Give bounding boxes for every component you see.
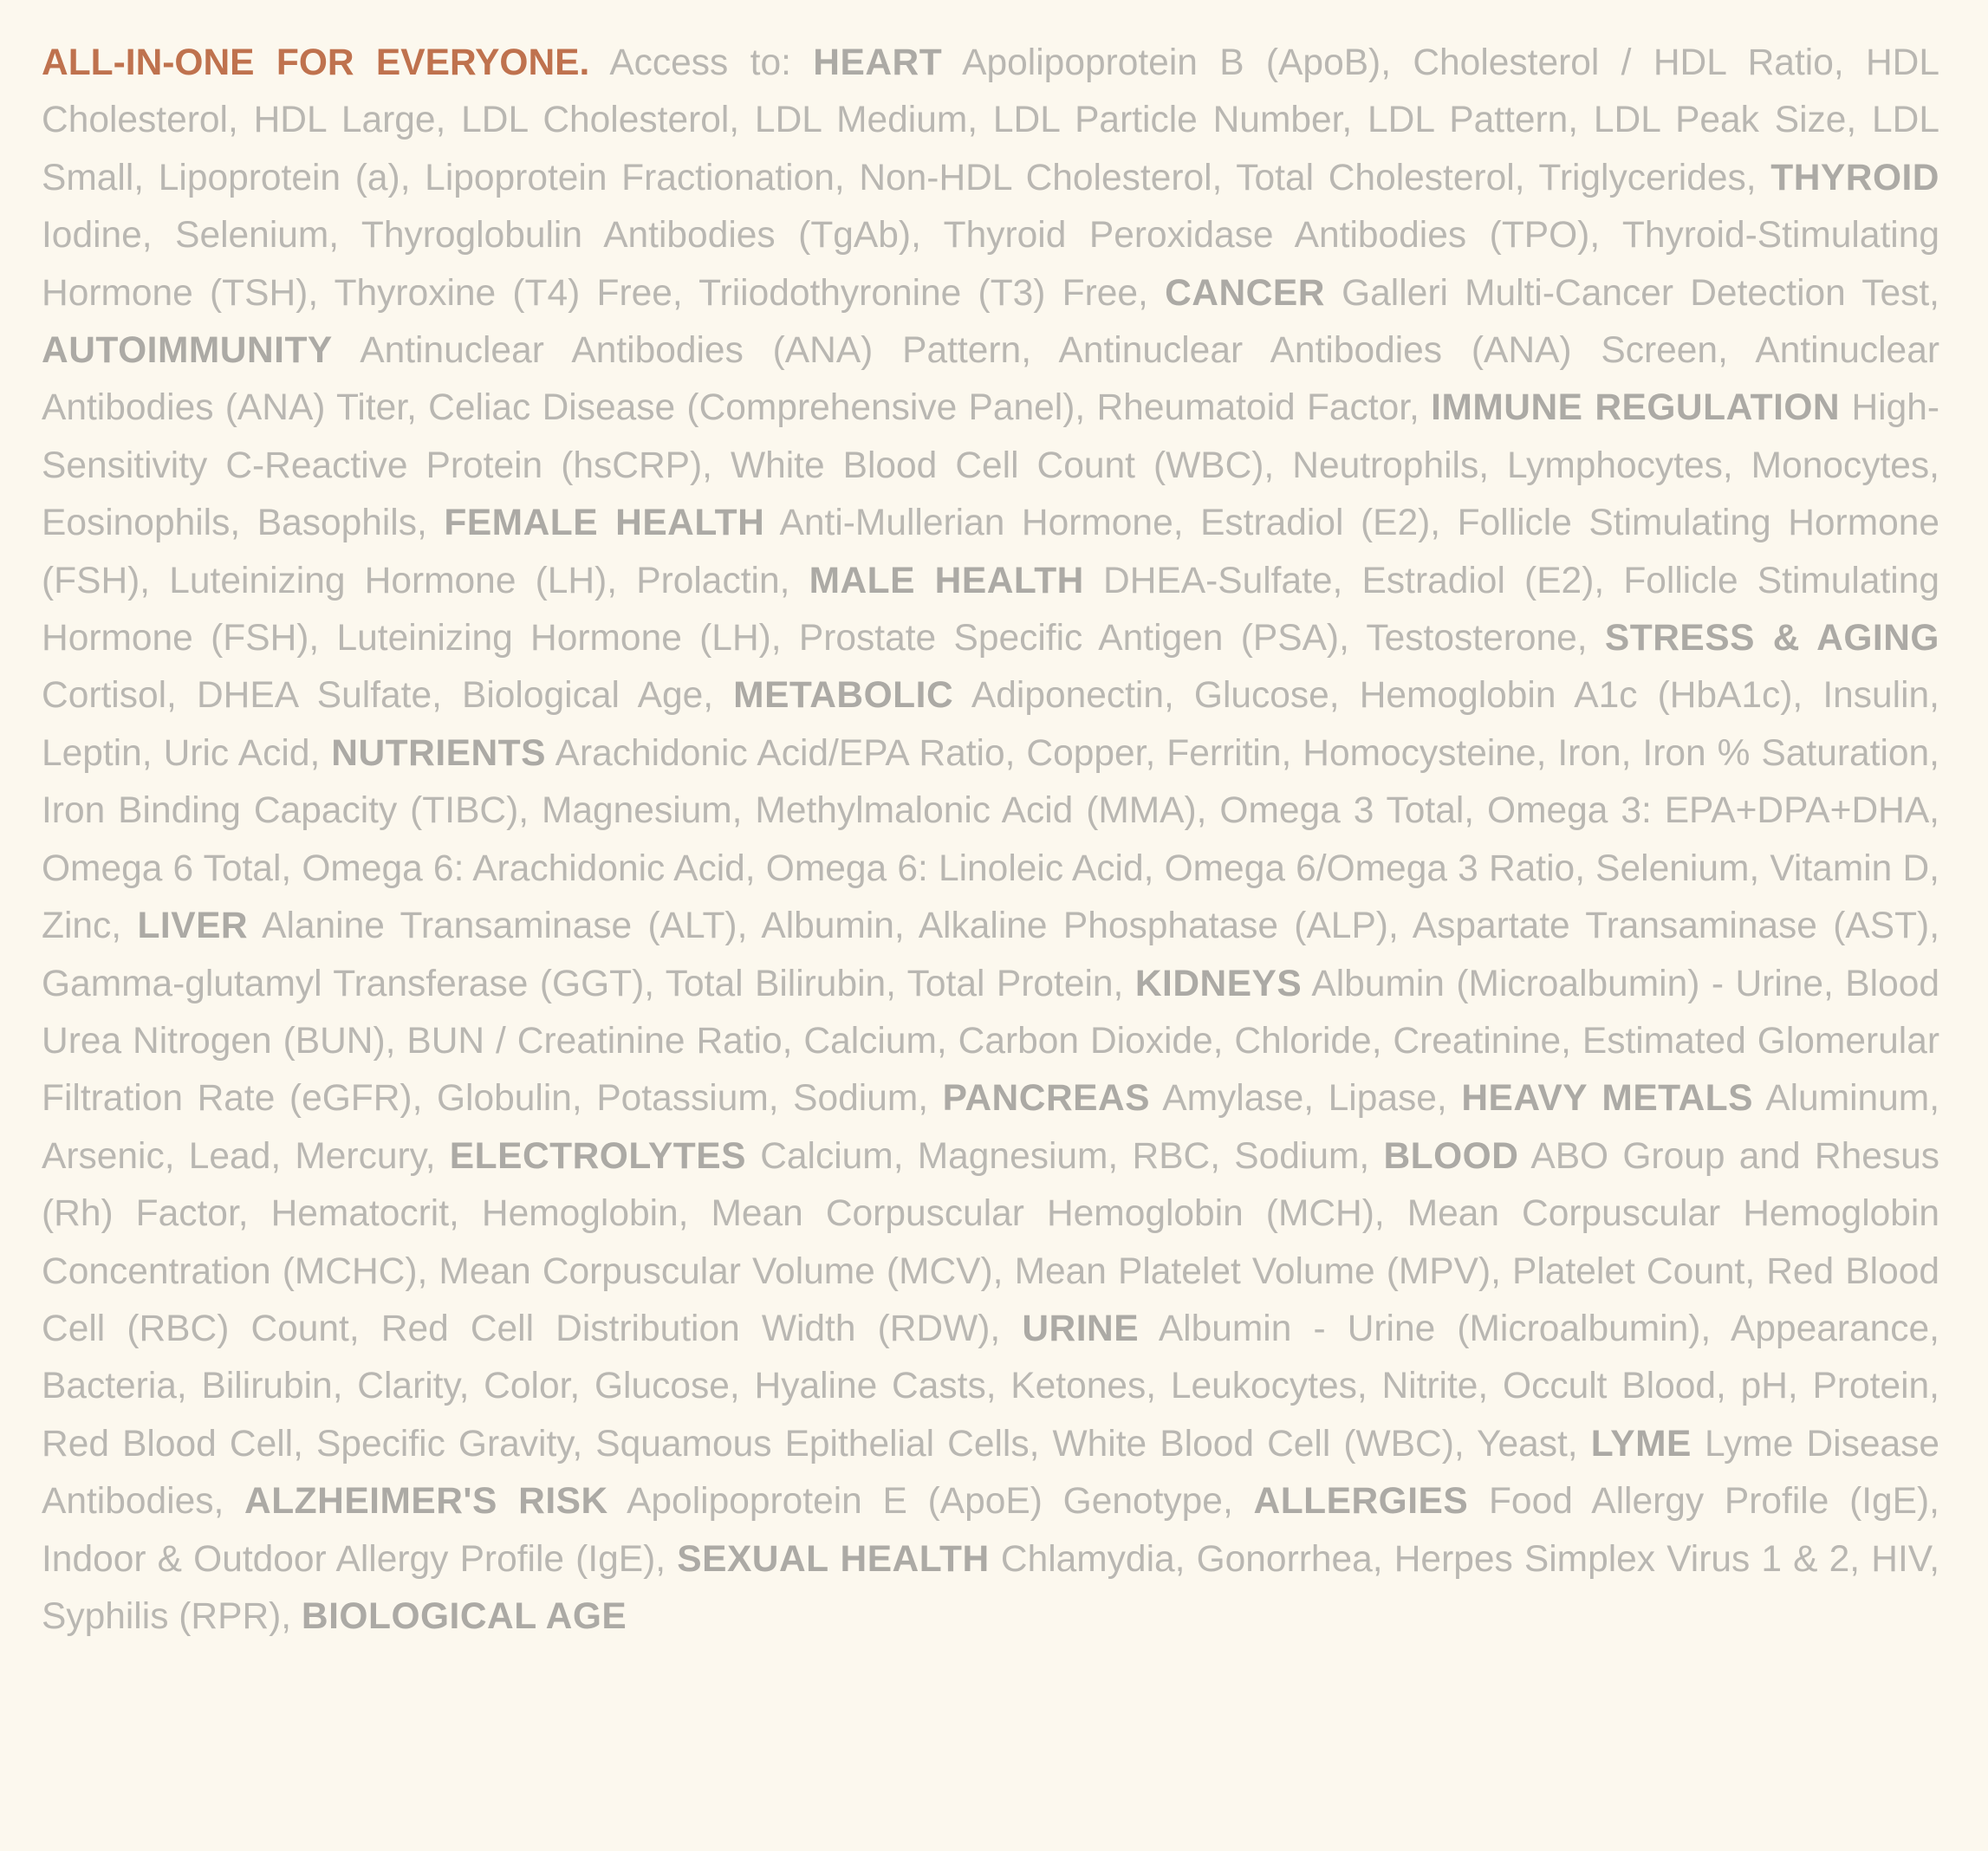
category-title: METABOLIC bbox=[733, 675, 954, 717]
category-title: URINE bbox=[1022, 1308, 1140, 1349]
category-items: Galleri Multi-Cancer Detection Test, bbox=[1342, 272, 1939, 314]
category-title: HEART bbox=[813, 42, 943, 83]
category-items: Lyme Disease Antibodies, bbox=[42, 1423, 1940, 1523]
category-items: Food Allergy Profile (IgE), Indoor & Outdoor Allergy Profile (IgE), bbox=[42, 1481, 1939, 1580]
category-title: THYROID bbox=[1770, 157, 1939, 198]
category-title: ELECTROLYTES bbox=[449, 1135, 746, 1177]
category-title: LYME bbox=[1590, 1423, 1692, 1465]
category-title: ALLERGIES bbox=[1253, 1481, 1469, 1523]
category-items: DHEA-Sulfate, Estradiol (E2), Follicle Stimulating Hormone (FSH), Luteinizing Hormone (LH), Prostate Specific Antigen (PSA), Testosterone, bbox=[42, 560, 1939, 659]
category-items: High-Sensitivity C-Reactive Protein (hsCRP), White Blood Cell Count (WBC), Neutrophils, Lymphocytes, Monocytes, Eosinophils, Basophils, bbox=[42, 387, 1939, 544]
lead-text: Access to: bbox=[609, 42, 791, 83]
category-items: Amylase, Lipase, bbox=[1162, 1078, 1447, 1120]
category-title: KIDNEYS bbox=[1134, 963, 1303, 1004]
category-items: Aluminum, Arsenic, Lead, Mercury, bbox=[42, 1078, 1940, 1177]
category-title: PANCREAS bbox=[942, 1078, 1151, 1120]
category-title: MALE HEALTH bbox=[809, 560, 1084, 601]
category-items: Chlamydia, Gonorrhea, Herpes Simplex Virus 1 & 2, HIV, Syphilis (RPR), bbox=[42, 1538, 1940, 1637]
category-items: ABO Group and Rhesus (Rh) Factor, Hematocrit, Hemoglobin, Mean Corpuscular Hemoglobin (MCH), Mean Corpuscular Hemoglobin Concentration (MCHC), Mean Corpuscular Volume (MCV), Mean Platelet Volume (MPV), Platelet Count, Red Blood Cell (RBC) Count, Red Cell Distribution Width (RDW), bbox=[42, 1135, 1940, 1349]
category-items: Adiponectin, Glucose, Hemoglobin A1c (HbA1c), Insulin, Leptin, Uric Acid, bbox=[42, 675, 1939, 774]
headline: ALL-IN-ONE FOR EVERYONE. bbox=[42, 42, 590, 83]
category-title: IMMUNE REGULATION bbox=[1431, 387, 1841, 429]
category-items: Alanine Transaminase (ALT), Albumin, Alkaline Phosphatase (ALP), Aspartate Transaminase (AST), Gamma-glutamyl Transferase (GGT), Total Bilirubin, Total Protein, bbox=[42, 906, 1940, 1004]
test-list-paragraph bbox=[42, 35, 1939, 1646]
category-title: BLOOD bbox=[1383, 1135, 1519, 1177]
category-items: Albumin - Urine (Microalbumin), Appearance, Bacteria, Bilirubin, Clarity, Color, Glucose, Hyaline Casts, Ketones, Leukocytes, Nitrite, Occult Blood, pH, Protein, Red Blood Cell, Specific Gravity, Squamous Epithelial Cells, White Blood Cell (WBC), Yeast, bbox=[42, 1308, 1939, 1465]
category-title: HEAVY METALS bbox=[1461, 1078, 1753, 1120]
category-title: LIVER bbox=[137, 906, 249, 947]
category-items: Apolipoprotein B (ApoB), Cholesterol / HDL Ratio, HDL Cholesterol, HDL Large, LDL Cholesterol, LDL Medium, LDL Particle Number, LDL Pattern, LDL Peak Size, LDL Small, Lipoprotein (a), Lipoprotein Fractionation, Non-HDL Cholesterol, Total Cholesterol, Triglycerides, bbox=[42, 42, 1939, 198]
category-items: Albumin (Microalbumin) - Urine, Blood Urea Nitrogen (BUN), BUN / Creatinine Ratio, Calcium, Carbon Dioxide, Chloride, Creatinine, Estimated Glomerular Filtration Rate (eGFR), Globulin, Potassium, Sodium, bbox=[42, 963, 1940, 1120]
category-title: SEXUAL HEALTH bbox=[677, 1538, 990, 1580]
category-items: Calcium, Magnesium, RBC, Sodium, bbox=[760, 1135, 1370, 1177]
category-items: Iodine, Selenium, Thyroglobulin Antibodies (TgAb), Thyroid Peroxidase Antibodies (TPO), Thyroid-Stimulating Hormone (TSH), Thyroxine (T4) Free, Triiodothyronine (T3) Free, bbox=[42, 215, 1939, 314]
category-title: FEMALE HEALTH bbox=[444, 503, 765, 544]
category-items: Anti-Mullerian Hormone, Estradiol (E2), Follicle Stimulating Hormone (FSH), Luteinizing Hormone (LH), Prolactin, bbox=[42, 503, 1940, 601]
category-title: CANCER bbox=[1165, 272, 1325, 314]
category-title: STRESS & AGING bbox=[1604, 618, 1939, 659]
category-items: Cortisol, DHEA Sulfate, Biological Age, bbox=[42, 675, 714, 717]
category-items: Antinuclear Antibodies (ANA) Pattern, Antinuclear Antibodies (ANA) Screen, Antinuclear Antibodies (ANA) Titer, Celiac Disease (Comprehensive Panel), Rheumatoid Factor, bbox=[42, 330, 1939, 429]
category-title: ALZHEIMER'S RISK bbox=[244, 1481, 608, 1523]
category-title: NUTRIENTS bbox=[331, 732, 546, 774]
category-items: Arachidonic Acid/EPA Ratio, Copper, Ferritin, Homocysteine, Iron, Iron % Saturation, Iron Binding Capacity (TIBC), Magnesium, Methylmalonic Acid (MMA), Omega 3 Total, Omega 3: EPA+DPA+DHA, Omega 6 Total, Omega 6: Arachidonic Acid, Omega 6: Linoleic Acid, Omega 6/Omega 3 Ratio, Selenium, Vitamin D, Zinc, bbox=[42, 732, 1939, 947]
category-title: AUTOIMMUNITY bbox=[42, 330, 333, 372]
category-title: BIOLOGICAL AGE bbox=[301, 1595, 627, 1637]
category-items: Apolipoprotein E (ApoE) Genotype, bbox=[627, 1481, 1233, 1523]
